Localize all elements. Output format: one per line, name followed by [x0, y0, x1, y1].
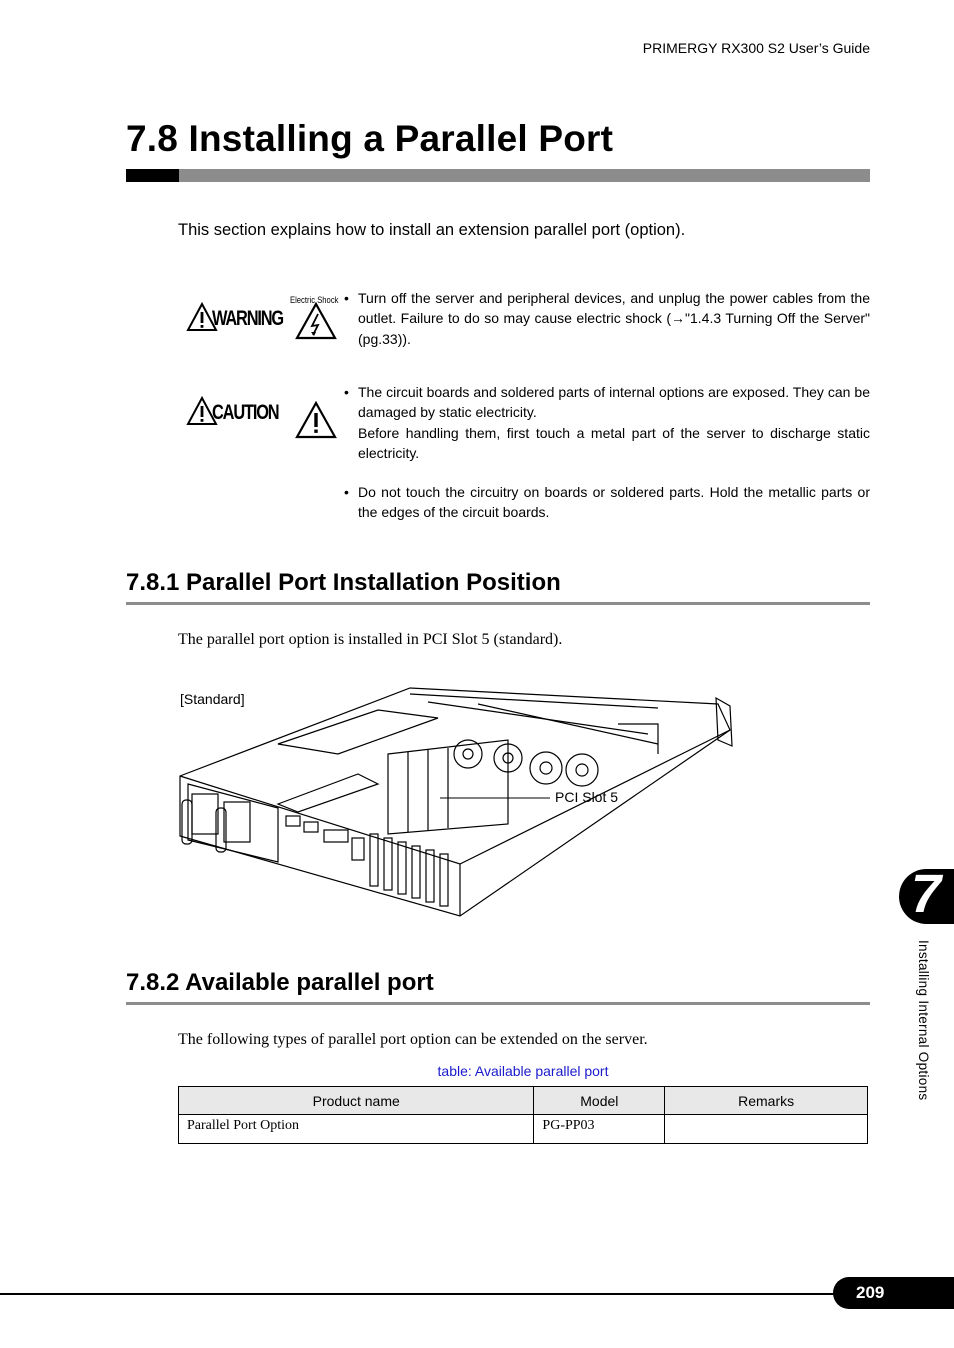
header-remarks: Remarks: [665, 1087, 868, 1115]
installation-position-text: The parallel port option is installed in PCI Slot 5 (standard).: [178, 631, 563, 648]
warning-badge-text: WARNING: [212, 307, 283, 331]
warning-badge: [186, 302, 303, 332]
subsection-rule: [126, 1002, 870, 1005]
subsection-title-available-port: 7.8.2 Available parallel port: [126, 969, 434, 996]
cell-product-name: Parallel Port Option: [179, 1115, 534, 1144]
section-intro: This section explains how to install an extension parallel port (option).: [178, 221, 686, 239]
table-header-row: [179, 1087, 868, 1115]
section-title: 7.8 Installing a Parallel Port: [126, 118, 614, 159]
table-caption: table: Available parallel port: [437, 1063, 609, 1079]
header-product-name: Product name: [179, 1087, 534, 1115]
page-number: 209: [856, 1283, 885, 1302]
electric-shock-label: Electric Shock: [290, 295, 339, 305]
caution-badge: [186, 396, 297, 426]
chapter-number: 7: [911, 864, 942, 924]
subsection-rule: [126, 602, 870, 605]
page-number-tab: [833, 1277, 954, 1309]
figure-label-standard: [Standard]: [180, 691, 245, 707]
chapter-side-label: Installing Internal Options: [916, 940, 931, 1101]
exclamation-icon: [295, 401, 337, 439]
caution-badge-text: CAUTION: [212, 401, 279, 425]
available-port-text: The following types of parallel port option can be extended on the server.: [178, 1031, 648, 1048]
cell-model: PG-PP03: [534, 1115, 665, 1144]
parallel-port-table: [178, 1086, 868, 1144]
chapter-tab: [899, 864, 954, 924]
pci-slot-5-callout: PCI Slot 5: [555, 789, 619, 805]
table-row: [179, 1115, 868, 1144]
title-underline-bar: [126, 169, 870, 182]
footer-rule: [0, 1293, 840, 1295]
header-model: Model: [534, 1087, 665, 1115]
caution-bullet-2: • Do not touch the circuitry on boards or soldered parts. Hold the metallic parts or the edges of the circuit boards.: [344, 484, 870, 521]
subsection-title-installation-position: 7.8.1 Parallel Port Installation Position: [126, 569, 561, 596]
cell-remarks: [665, 1115, 868, 1144]
electric-shock-icon: [295, 302, 337, 340]
caution-bullet-1: • The circuit boards and soldered parts of internal options are exposed. They can be damaged by static electricity. Before handling them, first touch a metal part of the server to discharge static electricity.: [344, 384, 870, 461]
running-header: PRIMERGY RX300 S2 User’s Guide: [642, 40, 870, 56]
server-illustration: [178, 684, 738, 920]
warning-bullet: • Turn off the server and peripheral devices, and unplug the power cables from the outlet. Failure to do so may cause electric shock (→"1.4.3 Turning Off the Server" (pg.33)).: [344, 290, 870, 347]
